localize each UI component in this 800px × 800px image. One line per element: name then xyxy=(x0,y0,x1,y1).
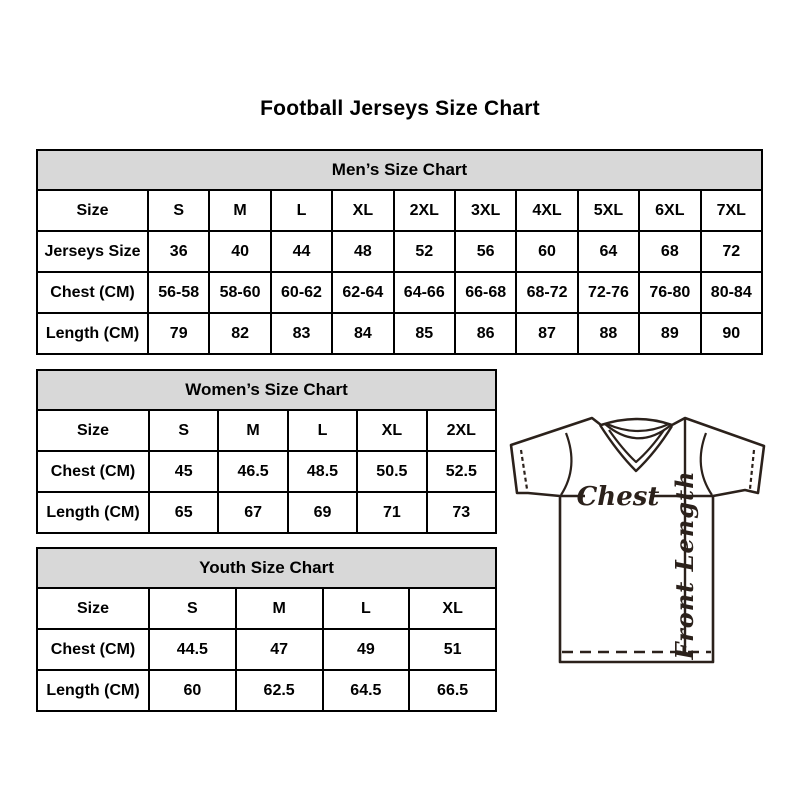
cell: L xyxy=(288,410,357,451)
cell: 2XL xyxy=(427,410,496,451)
row-label: Chest (CM) xyxy=(37,272,148,313)
cell: 68 xyxy=(639,231,700,272)
cell: 49 xyxy=(323,629,410,670)
cell: S xyxy=(149,410,218,451)
table-row xyxy=(37,548,496,588)
cell: XL xyxy=(332,190,393,231)
cell: 90 xyxy=(701,313,762,354)
cell: M xyxy=(218,410,287,451)
table-row xyxy=(37,410,496,451)
table-row xyxy=(37,670,496,711)
cell: 71 xyxy=(357,492,426,533)
row-label: Size xyxy=(37,190,148,231)
cell: 52 xyxy=(394,231,455,272)
cell: 36 xyxy=(148,231,209,272)
cell: 46.5 xyxy=(218,451,287,492)
table-row xyxy=(37,451,496,492)
cell: 66.5 xyxy=(409,670,496,711)
cell: 62.5 xyxy=(236,670,323,711)
cell: 4XL xyxy=(516,190,577,231)
cell: 64 xyxy=(578,231,639,272)
row-label: Chest (CM) xyxy=(37,629,149,670)
row-label: Chest (CM) xyxy=(37,451,149,492)
mens-table-title: Men’s Size Chart xyxy=(37,150,762,190)
cell: M xyxy=(236,588,323,629)
cell: 6XL xyxy=(639,190,700,231)
cell: 60 xyxy=(516,231,577,272)
table-row xyxy=(37,629,496,670)
cell: 51 xyxy=(409,629,496,670)
table-row xyxy=(37,588,496,629)
cell: 72-76 xyxy=(578,272,639,313)
cell: 67 xyxy=(218,492,287,533)
cell: XL xyxy=(409,588,496,629)
cell: 80-84 xyxy=(701,272,762,313)
youth-table-title: Youth Size Chart xyxy=(37,548,496,588)
cell: 7XL xyxy=(701,190,762,231)
cell: S xyxy=(149,588,236,629)
cell: 73 xyxy=(427,492,496,533)
jersey-outline xyxy=(511,418,764,662)
row-label: Length (CM) xyxy=(37,492,149,533)
cell: 47 xyxy=(236,629,323,670)
table-row xyxy=(37,231,762,272)
cell: 48 xyxy=(332,231,393,272)
table-row xyxy=(37,313,762,354)
row-label: Length (CM) xyxy=(37,670,149,711)
cell: 85 xyxy=(394,313,455,354)
table-row xyxy=(37,150,762,190)
cell: 86 xyxy=(455,313,516,354)
cell: M xyxy=(209,190,270,231)
table-row xyxy=(37,190,762,231)
cell: 44 xyxy=(271,231,332,272)
cell: 2XL xyxy=(394,190,455,231)
cell: 60-62 xyxy=(271,272,332,313)
cell: 62-64 xyxy=(332,272,393,313)
cell: 40 xyxy=(209,231,270,272)
cell: 56 xyxy=(455,231,516,272)
cell: 76-80 xyxy=(639,272,700,313)
cell: 88 xyxy=(578,313,639,354)
cell: 58-60 xyxy=(209,272,270,313)
cell: 44.5 xyxy=(149,629,236,670)
cell: L xyxy=(323,588,410,629)
youth-size-table xyxy=(36,547,497,712)
cell: 48.5 xyxy=(288,451,357,492)
jersey-diagram-svg xyxy=(500,405,775,670)
cell: 79 xyxy=(148,313,209,354)
page-title: Football Jerseys Size Chart xyxy=(260,97,540,120)
cell: 83 xyxy=(271,313,332,354)
womens-table-title: Women’s Size Chart xyxy=(37,370,496,410)
cell: 68-72 xyxy=(516,272,577,313)
cell: 84 xyxy=(332,313,393,354)
cell: 45 xyxy=(149,451,218,492)
cell: 82 xyxy=(209,313,270,354)
row-label: Jerseys Size xyxy=(37,231,148,272)
cell: 87 xyxy=(516,313,577,354)
row-label: Size xyxy=(37,410,149,451)
cell: 52.5 xyxy=(427,451,496,492)
womens-size-table xyxy=(36,369,497,534)
cell: L xyxy=(271,190,332,231)
table-row xyxy=(37,370,496,410)
cell: 56-58 xyxy=(148,272,209,313)
cell: 89 xyxy=(639,313,700,354)
cell: S xyxy=(148,190,209,231)
front-length-measure-label: Front Length xyxy=(670,470,699,660)
cell: 60 xyxy=(149,670,236,711)
chest-measure-label: Chest xyxy=(576,482,660,512)
row-label: Size xyxy=(37,588,149,629)
cell: 64-66 xyxy=(394,272,455,313)
table-row xyxy=(37,492,496,533)
row-label: Length (CM) xyxy=(37,313,148,354)
mens-size-table xyxy=(36,149,763,355)
cell: 5XL xyxy=(578,190,639,231)
cell: XL xyxy=(357,410,426,451)
cell: 65 xyxy=(149,492,218,533)
table-row xyxy=(37,272,762,313)
cell: 69 xyxy=(288,492,357,533)
cell: 72 xyxy=(701,231,762,272)
cell: 3XL xyxy=(455,190,516,231)
cell: 64.5 xyxy=(323,670,410,711)
cell: 50.5 xyxy=(357,451,426,492)
cell: 66-68 xyxy=(455,272,516,313)
jersey-measurement-diagram xyxy=(500,405,775,670)
